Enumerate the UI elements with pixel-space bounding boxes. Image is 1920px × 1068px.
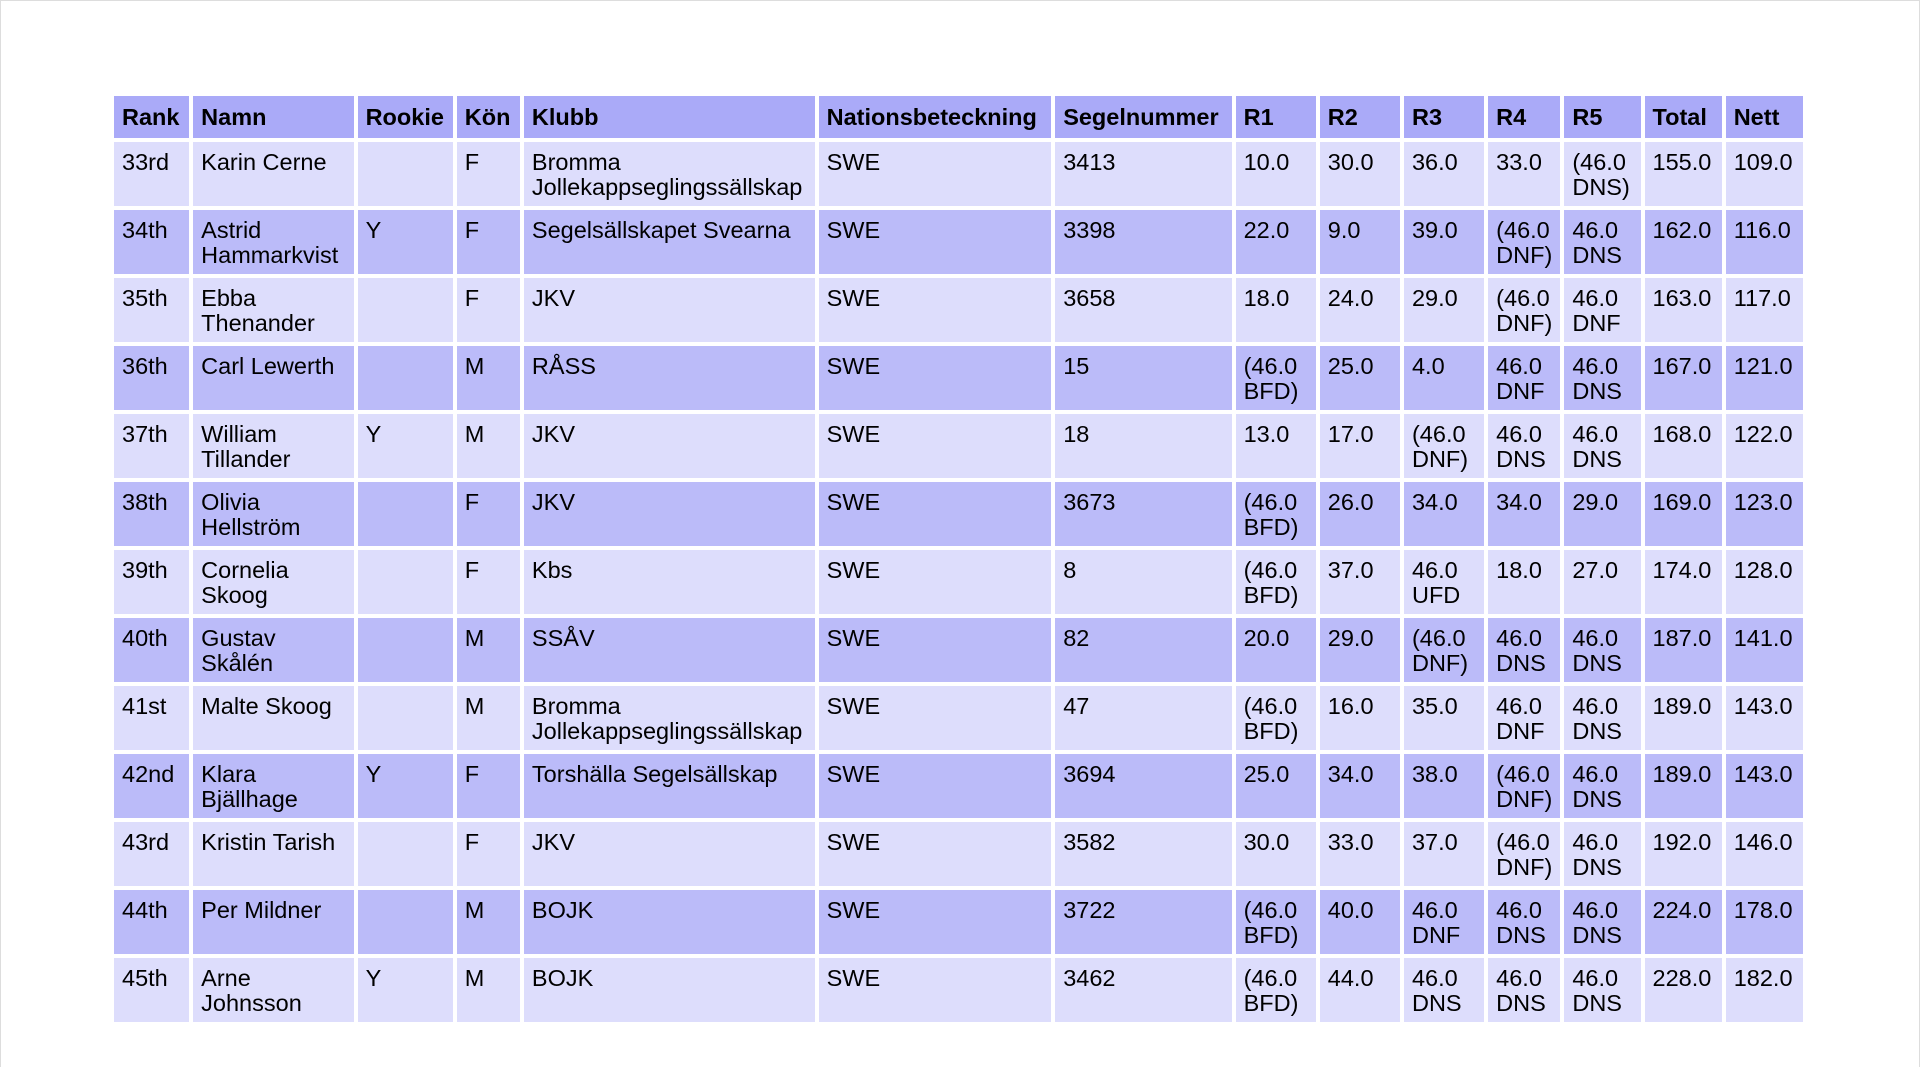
column-header-k-n: Kön <box>457 96 520 138</box>
cell-r3: 39.0 <box>1404 210 1484 274</box>
cell-rank: 45th <box>114 958 189 1022</box>
cell-r4: 46.0 DNF <box>1488 686 1560 750</box>
cell-r5: 46.0 DNF <box>1564 278 1640 342</box>
cell-klubb: Bromma Jollekappseglingssällskap <box>524 686 815 750</box>
cell-total: 155.0 <box>1645 142 1722 206</box>
cell-nationsbeteckning: SWE <box>819 482 1052 546</box>
cell-namn: Malte Skoog <box>193 686 353 750</box>
cell-r3: 35.0 <box>1404 686 1484 750</box>
cell-segelnummer: 15 <box>1055 346 1231 410</box>
cell-r5: 29.0 <box>1564 482 1640 546</box>
cell-r2: 29.0 <box>1320 618 1400 682</box>
cell-nationsbeteckning: SWE <box>819 754 1052 818</box>
cell-r4: (46.0 DNF) <box>1488 210 1560 274</box>
column-header-segelnummer: Segelnummer <box>1055 96 1231 138</box>
cell-rank: 38th <box>114 482 189 546</box>
cell-total: 162.0 <box>1645 210 1722 274</box>
cell-segelnummer: 3673 <box>1055 482 1231 546</box>
table-row <box>114 958 1803 1022</box>
cell-r4: 46.0 DNS <box>1488 618 1560 682</box>
cell-r2: 26.0 <box>1320 482 1400 546</box>
cell-r3: 29.0 <box>1404 278 1484 342</box>
table-row <box>114 754 1803 818</box>
cell-rank: 41st <box>114 686 189 750</box>
cell-klubb: BOJK <box>524 890 815 954</box>
cell-nationsbeteckning: SWE <box>819 958 1052 1022</box>
cell-namn: Olivia Hellström <box>193 482 353 546</box>
cell-k-n: F <box>457 754 520 818</box>
cell-k-n: M <box>457 414 520 478</box>
cell-r4: 18.0 <box>1488 550 1560 614</box>
cell-rookie <box>358 686 453 750</box>
cell-k-n: M <box>457 346 520 410</box>
cell-nett: 109.0 <box>1726 142 1803 206</box>
cell-r1: (46.0 BFD) <box>1236 550 1316 614</box>
cell-klubb: Segelsällskapet Svearna <box>524 210 815 274</box>
table-row <box>114 618 1803 682</box>
cell-r2: 30.0 <box>1320 142 1400 206</box>
cell-klubb: JKV <box>524 482 815 546</box>
cell-r1: 18.0 <box>1236 278 1316 342</box>
column-header-nationsbeteckning: Nationsbeteckning <box>819 96 1052 138</box>
cell-namn: Carl Lewerth <box>193 346 353 410</box>
cell-rookie <box>358 890 453 954</box>
column-header-nett: Nett <box>1726 96 1803 138</box>
cell-r1: (46.0 BFD) <box>1236 686 1316 750</box>
cell-rookie <box>358 482 453 546</box>
header-row <box>114 96 1803 138</box>
cell-nett: 143.0 <box>1726 754 1803 818</box>
cell-k-n: M <box>457 958 520 1022</box>
column-header-r4: R4 <box>1488 96 1560 138</box>
cell-r3: 37.0 <box>1404 822 1484 886</box>
cell-rookie <box>358 346 453 410</box>
cell-r2: 24.0 <box>1320 278 1400 342</box>
cell-klubb: SSÅV <box>524 618 815 682</box>
cell-r2: 17.0 <box>1320 414 1400 478</box>
cell-namn: Arne Johnsson <box>193 958 353 1022</box>
cell-rank: 39th <box>114 550 189 614</box>
cell-r5: 46.0 DNS <box>1564 210 1640 274</box>
table-row <box>114 210 1803 274</box>
results-table <box>110 92 1807 1026</box>
cell-total: 167.0 <box>1645 346 1722 410</box>
cell-nett: 117.0 <box>1726 278 1803 342</box>
cell-namn: Per Mildner <box>193 890 353 954</box>
column-header-klubb: Klubb <box>524 96 815 138</box>
cell-r3: 46.0 UFD <box>1404 550 1484 614</box>
cell-k-n: F <box>457 550 520 614</box>
cell-r3: 36.0 <box>1404 142 1484 206</box>
cell-namn: Karin Cerne <box>193 142 353 206</box>
cell-r4: 33.0 <box>1488 142 1560 206</box>
cell-nett: 116.0 <box>1726 210 1803 274</box>
cell-r2: 37.0 <box>1320 550 1400 614</box>
cell-klubb: Bromma Jollekappseglingssällskap <box>524 142 815 206</box>
cell-r5: 27.0 <box>1564 550 1640 614</box>
cell-r2: 40.0 <box>1320 890 1400 954</box>
cell-nationsbeteckning: SWE <box>819 618 1052 682</box>
cell-segelnummer: 3722 <box>1055 890 1231 954</box>
cell-r3: 4.0 <box>1404 346 1484 410</box>
cell-rank: 43rd <box>114 822 189 886</box>
cell-r5: 46.0 DNS <box>1564 890 1640 954</box>
cell-klubb: BOJK <box>524 958 815 1022</box>
cell-klubb: JKV <box>524 414 815 478</box>
cell-klubb: JKV <box>524 278 815 342</box>
cell-total: 168.0 <box>1645 414 1722 478</box>
cell-k-n: F <box>457 142 520 206</box>
cell-klubb: RÅSS <box>524 346 815 410</box>
cell-nett: 143.0 <box>1726 686 1803 750</box>
cell-k-n: F <box>457 210 520 274</box>
cell-rookie <box>358 142 453 206</box>
cell-k-n: M <box>457 890 520 954</box>
cell-r3: (46.0 DNF) <box>1404 414 1484 478</box>
cell-rookie: Y <box>358 414 453 478</box>
cell-namn: Ebba Thenander <box>193 278 353 342</box>
cell-rank: 36th <box>114 346 189 410</box>
cell-rookie <box>358 278 453 342</box>
column-header-r3: R3 <box>1404 96 1484 138</box>
cell-r2: 44.0 <box>1320 958 1400 1022</box>
cell-rank: 37th <box>114 414 189 478</box>
cell-r5: (46.0 DNS) <box>1564 142 1640 206</box>
column-header-r2: R2 <box>1320 96 1400 138</box>
column-header-total: Total <box>1645 96 1722 138</box>
cell-k-n: F <box>457 482 520 546</box>
cell-total: 163.0 <box>1645 278 1722 342</box>
cell-namn: William Tillander <box>193 414 353 478</box>
cell-r3: 34.0 <box>1404 482 1484 546</box>
cell-klubb: JKV <box>524 822 815 886</box>
table-header <box>114 96 1803 138</box>
column-header-r1: R1 <box>1236 96 1316 138</box>
cell-total: 174.0 <box>1645 550 1722 614</box>
cell-r4: 46.0 DNS <box>1488 890 1560 954</box>
cell-r1: 13.0 <box>1236 414 1316 478</box>
cell-r2: 9.0 <box>1320 210 1400 274</box>
cell-segelnummer: 18 <box>1055 414 1231 478</box>
cell-segelnummer: 47 <box>1055 686 1231 750</box>
table-row <box>114 482 1803 546</box>
cell-nationsbeteckning: SWE <box>819 142 1052 206</box>
cell-r5: 46.0 DNS <box>1564 822 1640 886</box>
cell-r5: 46.0 DNS <box>1564 618 1640 682</box>
table-row <box>114 822 1803 886</box>
column-header-rank: Rank <box>114 96 189 138</box>
cell-nationsbeteckning: SWE <box>819 414 1052 478</box>
cell-r3: 46.0 DNS <box>1404 958 1484 1022</box>
table-row <box>114 890 1803 954</box>
column-header-r5: R5 <box>1564 96 1640 138</box>
cell-r5: 46.0 DNS <box>1564 958 1640 1022</box>
cell-total: 228.0 <box>1645 958 1722 1022</box>
cell-nett: 123.0 <box>1726 482 1803 546</box>
table-row <box>114 278 1803 342</box>
cell-nett: 146.0 <box>1726 822 1803 886</box>
cell-rookie: Y <box>358 210 453 274</box>
cell-r1: (46.0 BFD) <box>1236 482 1316 546</box>
cell-namn: Cornelia Skoog <box>193 550 353 614</box>
cell-total: 187.0 <box>1645 618 1722 682</box>
cell-rank: 34th <box>114 210 189 274</box>
cell-namn: Kristin Tarish <box>193 822 353 886</box>
cell-r4: (46.0 DNF) <box>1488 278 1560 342</box>
cell-r4: 46.0 DNS <box>1488 958 1560 1022</box>
cell-rookie <box>358 550 453 614</box>
cell-k-n: M <box>457 686 520 750</box>
cell-k-n: M <box>457 618 520 682</box>
cell-r5: 46.0 DNS <box>1564 754 1640 818</box>
cell-total: 169.0 <box>1645 482 1722 546</box>
cell-rookie: Y <box>358 754 453 818</box>
cell-nationsbeteckning: SWE <box>819 822 1052 886</box>
cell-total: 224.0 <box>1645 890 1722 954</box>
cell-r4: (46.0 DNF) <box>1488 754 1560 818</box>
cell-r1: (46.0 BFD) <box>1236 958 1316 1022</box>
cell-r4: 46.0 DNS <box>1488 414 1560 478</box>
cell-k-n: F <box>457 822 520 886</box>
cell-segelnummer: 3398 <box>1055 210 1231 274</box>
cell-rank: 40th <box>114 618 189 682</box>
cell-rank: 42nd <box>114 754 189 818</box>
column-header-rookie: Rookie <box>358 96 453 138</box>
cell-segelnummer: 3462 <box>1055 958 1231 1022</box>
cell-nationsbeteckning: SWE <box>819 210 1052 274</box>
cell-r2: 16.0 <box>1320 686 1400 750</box>
cell-nett: 178.0 <box>1726 890 1803 954</box>
table-row <box>114 346 1803 410</box>
table-row <box>114 142 1803 206</box>
cell-nationsbeteckning: SWE <box>819 346 1052 410</box>
cell-nationsbeteckning: SWE <box>819 550 1052 614</box>
cell-r3: 38.0 <box>1404 754 1484 818</box>
cell-r2: 25.0 <box>1320 346 1400 410</box>
cell-r1: (46.0 BFD) <box>1236 890 1316 954</box>
cell-r2: 33.0 <box>1320 822 1400 886</box>
cell-rank: 35th <box>114 278 189 342</box>
cell-klubb: Torshälla Segelsällskap <box>524 754 815 818</box>
cell-rookie <box>358 822 453 886</box>
cell-nett: 128.0 <box>1726 550 1803 614</box>
cell-r4: 46.0 DNF <box>1488 346 1560 410</box>
cell-nationsbeteckning: SWE <box>819 278 1052 342</box>
table-body <box>114 142 1803 1022</box>
cell-namn: Klara Bjällhage <box>193 754 353 818</box>
cell-total: 189.0 <box>1645 686 1722 750</box>
cell-rookie <box>358 618 453 682</box>
cell-segelnummer: 8 <box>1055 550 1231 614</box>
cell-r3: 46.0 DNF <box>1404 890 1484 954</box>
table-row <box>114 414 1803 478</box>
cell-segelnummer: 3582 <box>1055 822 1231 886</box>
cell-rank: 44th <box>114 890 189 954</box>
cell-r1: (46.0 BFD) <box>1236 346 1316 410</box>
table-row <box>114 686 1803 750</box>
cell-namn: Astrid Hammarkvist <box>193 210 353 274</box>
cell-r1: 10.0 <box>1236 142 1316 206</box>
cell-total: 192.0 <box>1645 822 1722 886</box>
cell-nett: 121.0 <box>1726 346 1803 410</box>
cell-segelnummer: 82 <box>1055 618 1231 682</box>
cell-total: 189.0 <box>1645 754 1722 818</box>
cell-rookie: Y <box>358 958 453 1022</box>
cell-r2: 34.0 <box>1320 754 1400 818</box>
cell-segelnummer: 3658 <box>1055 278 1231 342</box>
cell-r4: (46.0 DNF) <box>1488 822 1560 886</box>
cell-r5: 46.0 DNS <box>1564 346 1640 410</box>
cell-nationsbeteckning: SWE <box>819 686 1052 750</box>
cell-r1: 20.0 <box>1236 618 1316 682</box>
cell-nett: 141.0 <box>1726 618 1803 682</box>
cell-segelnummer: 3413 <box>1055 142 1231 206</box>
table-row <box>114 550 1803 614</box>
column-header-namn: Namn <box>193 96 353 138</box>
cell-nationsbeteckning: SWE <box>819 890 1052 954</box>
cell-klubb: Kbs <box>524 550 815 614</box>
cell-r4: 34.0 <box>1488 482 1560 546</box>
cell-rank: 33rd <box>114 142 189 206</box>
cell-namn: Gustav Skålén <box>193 618 353 682</box>
cell-r1: 25.0 <box>1236 754 1316 818</box>
cell-r5: 46.0 DNS <box>1564 686 1640 750</box>
cell-r1: 30.0 <box>1236 822 1316 886</box>
cell-r5: 46.0 DNS <box>1564 414 1640 478</box>
cell-segelnummer: 3694 <box>1055 754 1231 818</box>
cell-nett: 182.0 <box>1726 958 1803 1022</box>
cell-r3: (46.0 DNF) <box>1404 618 1484 682</box>
cell-nett: 122.0 <box>1726 414 1803 478</box>
cell-r1: 22.0 <box>1236 210 1316 274</box>
cell-k-n: F <box>457 278 520 342</box>
